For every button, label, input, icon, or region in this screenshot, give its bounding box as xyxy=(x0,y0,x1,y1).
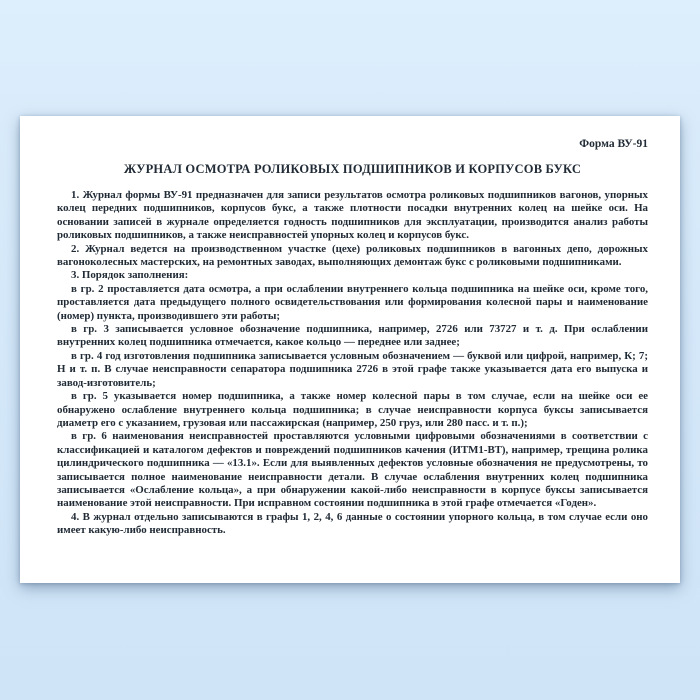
form-number: Форма ВУ-91 xyxy=(579,138,648,150)
paragraph-8: в гр. 6 наименования неисправностей проставляются условными цифровыми обозначениями в соответствии с классификацией и каталогом дефектов и повреждений подшипников качения (ИТМ1-ВТ), например, трещина ролика цилиндрического подшипника — «13.1». Если для выявленных дефектов условные обозначения не предусмотрены, то записывается полное наименование неисправности детали. В случае ослабления внутренних колец подшипника записывается «Ослабление кольца», а при обнаружении какой-либо неисправности в корпусе буксы записывается наименование этой неисправности. При исправном состоянии подшипника в этой графе отмечается «Годен». xyxy=(57,430,648,510)
paragraph-7: в гр. 5 указывается номер подшипника, а также номер колесной пары в том случае, если на шейке оси ее обнаружено ослабление внутреннего кольца подшипника; в случае неисправности корпуса буксы записывается диаметр его с указанием, грузовая или пассажирская (например, 250 груз, или 280 пасс. и т. п.); xyxy=(57,390,648,429)
document-title: ЖУРНАЛ ОСМОТРА РОЛИКОВЫХ ПОДШИПНИКОВ И КОРПУСОВ БУКС xyxy=(123,162,582,176)
paragraph-9: 4. В журнал отдельно записываются в графы 1, 2, 4, 6 данные о состоянии упорного кольца, в том случае если оно имеет какую-либо неисправность. xyxy=(57,510,648,537)
paragraph-4: в гр. 2 проставляется дата осмотра, а при ослаблении внутреннего кольца подшипника на шейке оси, кроме того, проставляется дата предыдущего полного освидетельствования или формирования колесной пары и наименование (номер) пункта, производившего эти работы; xyxy=(57,282,648,322)
paragraph-5: в гр. 3 записывается условное обозначение подшипника, например, 2726 или 73727 и т. д. При ослаблении внутренних колец подшипника отмечается, какое кольцо — переднее или заднее; xyxy=(57,323,648,349)
paragraph-2: 2. Журнал ведется на производственном участке (цехе) роликовых подшипников в вагонных депо, дорожных вагоноколесных мастерских, на ремонтных заводах, выполняющих демонтаж букс с роликовыми подшипниками. xyxy=(57,242,648,269)
paragraph-3: 3. Порядок заполнения: xyxy=(71,269,189,282)
paragraph-6: в гр. 4 год изготовления подшипника записывается условным обозначением — буквой или цифрой, например, К; 7; Н и т. п. В случае неисправности сепаратора подшипника 2726 в этой графе также указывается дата его выпуска и завод-изготовитель; xyxy=(57,349,648,389)
paragraph-1: 1. Журнал формы ВУ-91 предназначен для записи результатов осмотра роликовых подшипников вагонов, упорных колец передних подшипников, корпусов букс, а также плотности посадки внутренних колец на шейке оси. На основании записей в журнале определяется годность подшипников для эксплуатации, производится анализ работы роликовых подшипников, а также неисправностей упорных колец и корпусов букс. xyxy=(57,189,648,242)
document-sheet xyxy=(20,116,680,583)
